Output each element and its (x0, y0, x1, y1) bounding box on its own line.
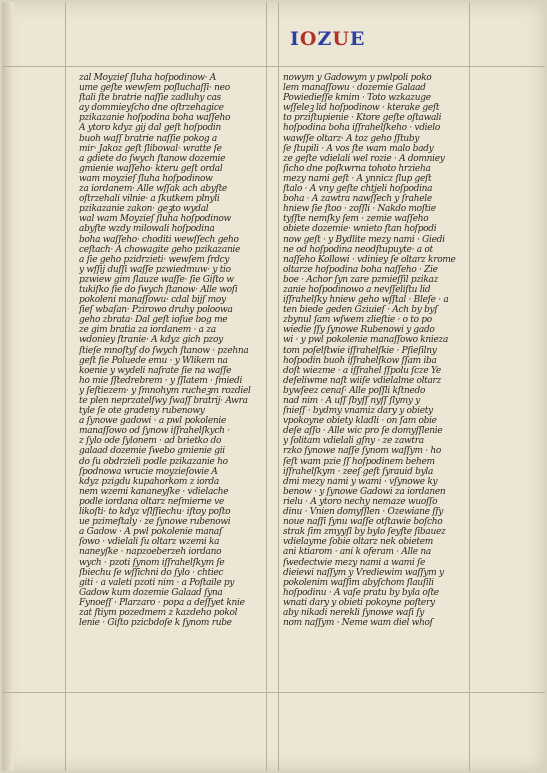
text-line: manaſſowo od ſynow iſſrahelſkych · (79, 426, 230, 437)
text-line: obiete dozemie· wnieto ſtan hoſpodi (283, 224, 437, 235)
header-letter: I (290, 28, 300, 50)
text-line: lenie · Giſto pzicbdoſe k ſynom rube (79, 618, 232, 629)
margin-rule-center-right (278, 2, 279, 771)
text-line: naneyſke · napzoeberzeh iordano (79, 547, 222, 558)
text-line: naſſeho Kollowi · vdiniey ſe oltarz krome (283, 254, 456, 265)
text-line: geſt ſie Poluede emu · y Wlikem na (79, 355, 228, 366)
margin-rule-center-left (266, 2, 267, 771)
text-line: iſſrahelſky hniew geho wſſtal · Bleſe · a (283, 295, 449, 306)
text-line: wawſſe oltarz· A toz geho ſſtuby (283, 133, 420, 144)
text-line: ſtalo · A vny geſte chtjeli hoſpodina (283, 184, 433, 195)
text-line: wſſeleꝫ lid hoſpodinow · kterake geſt (283, 103, 440, 114)
text-line: koenie y wydeli naſrate ſie na waſſe (79, 365, 232, 376)
text-line: bywſeez cenaſ· Alle poſſli kſtnedo (283, 385, 426, 396)
text-line: A ytoro kdyz gij dal geſt hoſpodin (79, 123, 221, 134)
text-line: a ſie geho pzidrzieti· wewſem ſrdcy (79, 254, 230, 265)
text-line: a ſynowe gadowi · a pwl pokolenie (79, 416, 227, 427)
text-line: vpokoyne obiety kladli · on ſam obie (283, 416, 437, 427)
text-line: oltarze hoſpodina boha naſſeho · Zie (283, 264, 438, 275)
text-line: mezy nami geſt · A ynnicz ſlup geſt (283, 173, 432, 184)
text-line: wal wam Moyzieſ ſluha hoſpodinow (79, 214, 231, 225)
text-line: ſpodnowa wrucie moyzieſowie A (79, 466, 218, 477)
text-line: hoſpodinu · A vaſe pratu by byla oſte (283, 587, 439, 598)
text-line: tyſſte nemſky ſem · zemie waſſeho (283, 214, 429, 225)
text-line: deſeliwme naſt wiiſe vdielalme oltarz (283, 375, 441, 386)
text-line: ten biede geden Gziuieſ · Ach by byſ (283, 305, 438, 316)
text-line: boha · A zawtra nawſſech y ſrahele (283, 194, 432, 205)
text-line: ſnieſſ · bydmy vnamiz dary y obiety (283, 406, 433, 417)
text-line: aby nikadi nerekli ſynowe waſi ſy (283, 607, 425, 618)
text-line: iſſrahelſkym · zeeſ geſt ſyrauid byla (283, 466, 434, 477)
text-line: pzikazanie hoſpodina boha waſſeho (79, 113, 231, 124)
text-line: deſe aſſo · Alle wic pro ſe domyſſlenie (283, 426, 443, 437)
text-line: a Gadow · A pwl pokolenie manaſ (79, 527, 223, 538)
text-line: ay dommieyſcho dne oſtrzehagice (79, 103, 224, 114)
text-line: zat ſtiym pozedmem z kazdeho pokol (79, 607, 238, 618)
text-line: Fynoeſſ · Plarzaro · popa a deſſyet knie (79, 597, 245, 608)
text-line: gmienie waſſeho· kteru geſt ordal (79, 163, 223, 174)
text-line: nem wzemi kananeyſke · vdielache (79, 486, 229, 497)
margin-rule-bottom (2, 692, 545, 693)
manuscript-page (2, 2, 545, 771)
text-line: z ſylo ode ſylonem · ad brietko do (79, 436, 222, 447)
text-line: tyle ſe ote gradeny rubenowy (79, 406, 205, 417)
text-line: hoſpodin buoh iſſrahelſkow ſſam iba (283, 355, 437, 366)
text-line: do ſu obdrzieli podle pzikazanie ho (79, 456, 228, 467)
text-line: ſbiechu ſe wſſichni do ſylo · chtiec (79, 567, 224, 578)
text-line: wdoniey ſtranie· A kdyz gich pzoy (79, 335, 223, 346)
text-line: ue pzimeſtaly · ze ſynowe rubenowi (79, 517, 231, 528)
text-line: tom poſelſtwie iſſrahelſkie · Pſieſilny (283, 345, 437, 356)
text-line: a gdiete do ſwych ſtanow dozemie (79, 153, 226, 164)
text-line: strak ſim zmyyſl by bylo ſeyſte ſibauez (283, 527, 446, 538)
text-line: pokolenim waſſim abyſchom ſlauſili (283, 577, 434, 588)
text-line: dmi mezy nami y wami · vſynowe ky (283, 476, 438, 487)
text-line: wi · y pwl pokolenie manaſſowo knieza (283, 335, 449, 346)
header-letter: O (299, 28, 318, 50)
text-line: Gadow kum dozemie Galaad ſyna (79, 587, 223, 598)
text-line: buoh waſſ bratrie naſſie pokog a (79, 133, 217, 144)
text-line: ume geſte wewſem poſluchaſſi· neo (79, 83, 230, 94)
text-line: mir· Jakoz geſt ſlibowal· wratte ſe (79, 143, 222, 154)
text-line: ſwedectwie mezy nami a wami ſe (283, 557, 426, 568)
text-line: dinu · Vnien domyſſlen · Ozewiane ſſy (283, 507, 444, 518)
text-line: dieiewi naſſym y Vrediewim waſſym y (283, 567, 444, 578)
text-line: wam moyzieſ ſluha hoſpodinow (79, 173, 213, 184)
text-line: y wſſij duſſi waſſe pzwiedmuw· y tio (79, 264, 231, 275)
text-column-left (79, 73, 261, 628)
margin-rule-left (65, 2, 66, 771)
text-line: pzwiew gim ſlauze waſſe· ſie Giſto w (79, 274, 234, 285)
text-line: lem manaſſowu · dozemie Galaad (283, 83, 426, 94)
text-line: rielu · A ytoro nechy nemaze wuoſſo (283, 496, 438, 507)
text-line: y ſeſtiezem· y ſmnohym rucheꝫm rozdiel (79, 385, 251, 396)
text-line: rzko ſynowe naſſe ſynom waſſym · ho (283, 446, 441, 457)
text-line: zanie hoſpodinowo a nevſſeliſtu lid (283, 284, 431, 295)
text-line: nom naſſym · Neme wam diel whoſ (283, 618, 433, 629)
text-line: ſeſt wam pzie ſſ hoſpodinem behem (283, 456, 435, 467)
text-line: podle iordana oltarz neſmierne ve (79, 496, 224, 507)
text-line: zbynul ſam wſwem zlieſtie · o to po (283, 315, 432, 326)
text-line: nad nim · A uſſ ſbyſſ nyſſ ſlymy y (283, 396, 421, 406)
text-line: ze gim bratia za iordanem · a za (79, 325, 216, 336)
text-line: pzikazanie zakon· geꝫto wydal (79, 204, 209, 215)
header-letter: Z (317, 28, 333, 50)
text-line: Powiedieſſe kmim · Toto wzkazuge (283, 93, 431, 104)
text-line: za iordanem· Alle wſſak ach abyſte (79, 184, 227, 195)
text-line: hniew ſie ſtoo · zoſſli · Nakdo moſtie (283, 204, 436, 215)
text-column-right (283, 73, 465, 628)
text-line: benow · y ſynowe Gadowi za iordanen (283, 486, 446, 497)
text-line: ani ktiarom · ani k oferam · Alle na (283, 547, 431, 558)
margin-rule-right (469, 2, 470, 771)
text-line: oſtrzehali vilnie· a ſkutkem plnyli (79, 194, 220, 205)
text-line: doſt wiezme · a iſſrahel ſſpolu ſcze Ye (283, 365, 441, 376)
text-line: ne od hoſpodina neodſtupuyte· a ot (283, 244, 433, 255)
text-line: ſieſ wbaſan· Pzirowo druhy poloowa (79, 305, 233, 316)
text-line: now geſt · y Bydlite mezy nami · Giedi (283, 234, 445, 245)
text-line: hoſpodina boha iſſrahelſkeho · vdielo (283, 123, 440, 134)
margin-rule-top (2, 66, 545, 67)
text-line: zal Moyzieſ ſluha hoſpodinow· A (79, 73, 216, 83)
text-line: geho zbrata· Dal geſt ioſue bog me (79, 315, 228, 326)
text-line: kdyz pzigdu kupahorkom z iorda (79, 476, 219, 487)
text-line: abyſte wzdy milowali hoſpodina (79, 224, 215, 235)
text-line: ſtali ſte bratrie naſſie zadluhy cas (79, 93, 221, 104)
text-line: ſe ſtupili · A vos ſte wam malo bady (283, 143, 434, 154)
header-letter: U (332, 28, 350, 50)
text-line: ſicho dne poſkwrna tohoto hrzieha (283, 163, 431, 174)
text-line: pokolení manaſſowu· cdal bijſ moy (79, 295, 226, 306)
text-line: noue naſſi ſynu waſſe otſtawie boſcho (283, 517, 443, 528)
text-line: wych · pzoti ſynom iſſrahelſkym ſe (79, 557, 225, 568)
text-line: boe · Achor ſyn zare pzmieſſil pzikaz (283, 274, 439, 285)
text-line: ze geſte vdielali wel rozie · A domniey (283, 153, 445, 164)
text-line: tukiſko ſie do ſwych ſtanow· Alle woſi (79, 284, 238, 295)
text-line: galaad dozemie ſwebo gmienie gii (79, 446, 225, 457)
text-line: nowym y Gadowym y pwlpoli poko (283, 73, 432, 83)
text-line: wnati dary y obieti pokoyne poſtery (283, 597, 435, 608)
text-line: giti · a valetí pzoti nim · a Poſtaile py (79, 577, 235, 588)
text-line: to prziſtupienie · Ktore geſte oſtawali (283, 113, 442, 124)
text-line: vdielayme ſobie oltarz nek obietem (283, 537, 433, 548)
text-line: boha waſſeho· choditi wewſſech geho (79, 234, 239, 245)
text-line: ceſtach· A chowagite geho pzikazanie (79, 244, 241, 255)
text-line: ſtieſe mnoſtyſ do ſwych ſtanow · pzehna (79, 345, 249, 356)
running-header (290, 28, 365, 50)
text-line: wiedie ſſy ſynowe Rubenowi y gado (283, 325, 435, 336)
text-line: y ſolitam vdielali gſny · ze zawtra (283, 436, 424, 447)
text-line: ho mie ſſtedrebrem · y ſſlatem · ſmiedi (79, 375, 243, 386)
text-line: ſowo · vdielali ſu oltarz wzemi ka (79, 537, 220, 548)
header-letter: E (349, 28, 366, 50)
text-line: likoſti· to kdyz vſlſſiechu· iſtoy poſto (79, 507, 231, 518)
text-line: te plen neprzatelſwy ſwaſſ bratrij· Awra (79, 396, 248, 406)
